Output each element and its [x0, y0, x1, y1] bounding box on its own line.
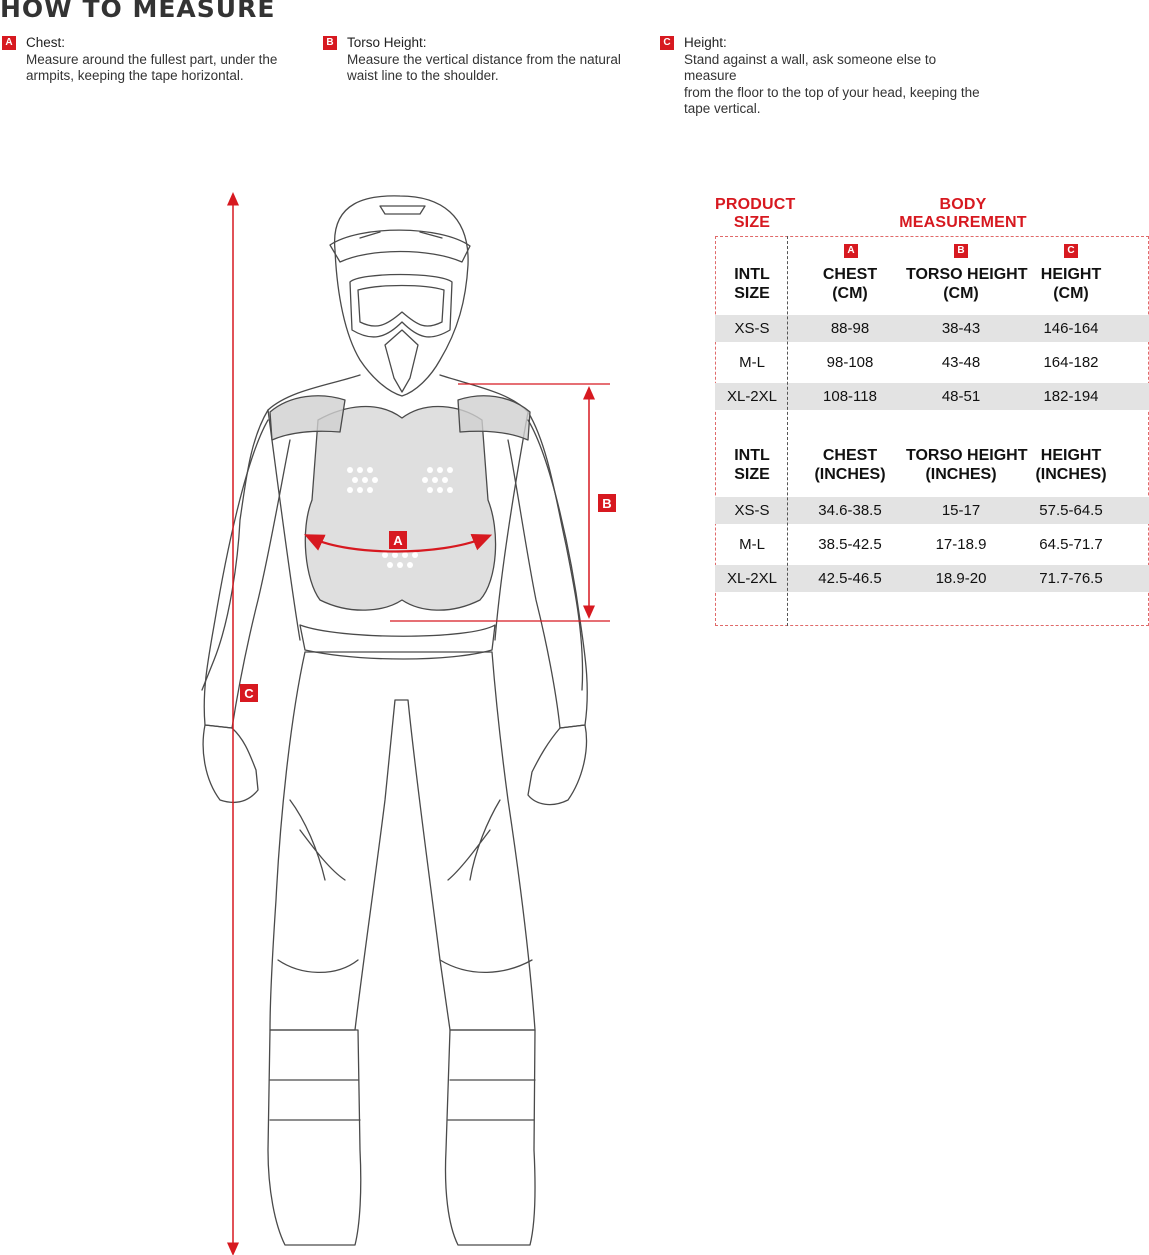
table-cell: 38.5-42.5 [818, 536, 882, 553]
body-measurement-header-line-1: BODY [939, 196, 987, 213]
page-title: HOW TO MEASURE [0, 0, 276, 23]
chest-desc-line-2: armpits, keeping the tape horizontal. [26, 68, 244, 83]
helmet-visor [330, 230, 470, 262]
chest-desc-line-1: Measure around the fullest part, under the [26, 51, 278, 67]
goggle-lens [358, 286, 444, 327]
helmet-vents [360, 206, 442, 238]
badge-c: C [660, 36, 674, 50]
table-cell: XS-S [734, 502, 770, 519]
pants-graphic-right [448, 800, 500, 880]
torso-label: Torso Height: [347, 35, 427, 50]
left-boot [268, 1030, 361, 1245]
body-measurement-header [865, 196, 1061, 232]
pants-graphic-left [290, 800, 345, 880]
svg-text:A: A [393, 533, 403, 548]
right-boot [446, 1030, 536, 1245]
table-cell: 108-118 [823, 388, 877, 405]
marker-a [389, 531, 407, 549]
marker-b [598, 494, 616, 512]
boot-straps [270, 1080, 535, 1120]
height-desc-line-1: Stand against a wall, ask someone else to measure [684, 51, 937, 83]
cm-header-torso: TORSO HEIGHT (CM) [906, 266, 1028, 302]
table-cell: 17-18.9 [935, 536, 987, 553]
pants-knee-left [278, 960, 358, 972]
jersey-hem [300, 625, 495, 659]
mouthpiece [385, 330, 418, 392]
marker-c [240, 684, 258, 702]
pants-outline [270, 652, 535, 1030]
table-cell: XL-2XL [726, 570, 778, 587]
chest-protector [305, 406, 495, 610]
right-arm [508, 420, 587, 728]
table-cell: 146-164 [1043, 320, 1099, 337]
table-cell: 18.9-20 [935, 570, 987, 587]
inch-header-torso: TORSO HEIGHT (INCHES) [906, 447, 1028, 483]
table-cell: M-L [739, 354, 765, 371]
cm-header-intl-size: INTL SIZE [734, 266, 770, 302]
height-desc-line-2: from the floor to the top of your head, keeping the [684, 84, 980, 100]
left-glove [203, 725, 258, 802]
table-cell: 71.7-76.5 [1039, 570, 1103, 587]
height-instruction [660, 35, 990, 118]
torso-desc-line-2: waist line to the shoulder. [347, 68, 499, 83]
col-badge-c: C [1064, 244, 1078, 258]
col-badge-b: B [954, 244, 968, 258]
product-size-header-line-1: PRODUCT [715, 196, 796, 213]
right-glove [528, 725, 586, 805]
left-arm [204, 420, 290, 728]
table-cell: 182-194 [1043, 388, 1099, 405]
table-cell: 42.5-46.5 [818, 570, 882, 587]
inch-header-intl-size: INTL SIZE [734, 447, 770, 483]
table-cell: 34.6-38.5 [818, 502, 882, 519]
inch-header-height: HEIGHT (INCHES) [1035, 447, 1107, 483]
svg-text:B: B [602, 496, 612, 511]
torso-desc-line-1: Measure the vertical distance from the natural [347, 51, 621, 67]
svg-text:C: C [244, 686, 254, 701]
col-badge-a: A [844, 244, 858, 258]
helmet-shell [335, 196, 469, 396]
cm-header-chest: CHEST (CM) [822, 266, 878, 302]
product-size-header [715, 196, 796, 232]
goggles [350, 275, 452, 337]
chest-label: Chest: [26, 35, 66, 50]
table-cell: XL-2XL [726, 388, 778, 405]
table-cell: 43-48 [941, 354, 981, 371]
table-cell: M-L [739, 536, 765, 553]
pants-knee-right [440, 960, 532, 972]
table-cell: XS-S [734, 320, 770, 337]
cm-header-height: HEIGHT (CM) [1040, 266, 1102, 302]
table-cell: 88-98 [830, 320, 870, 337]
height-desc-line-3: tape vertical. [684, 101, 761, 116]
height-label: Height: [684, 35, 727, 50]
jersey-side-left [268, 410, 300, 640]
inch-header-chest: CHEST (INCHES) [814, 447, 886, 483]
table-cell: 64.5-71.7 [1039, 536, 1103, 553]
table-cell: 164-182 [1043, 354, 1099, 371]
table-cell: 48-51 [941, 388, 981, 405]
badge-a: A [2, 36, 16, 50]
product-size-header-line-2: SIZE [733, 214, 771, 231]
table-cell: 57.5-64.5 [1039, 502, 1103, 519]
body-measurement-header-line-2: MEASUREMENT [899, 214, 1027, 231]
badge-b: B [323, 36, 337, 50]
table-cell: 15-17 [941, 502, 981, 519]
table-cell: 38-43 [941, 320, 981, 337]
table-cell: 98-108 [826, 354, 874, 371]
